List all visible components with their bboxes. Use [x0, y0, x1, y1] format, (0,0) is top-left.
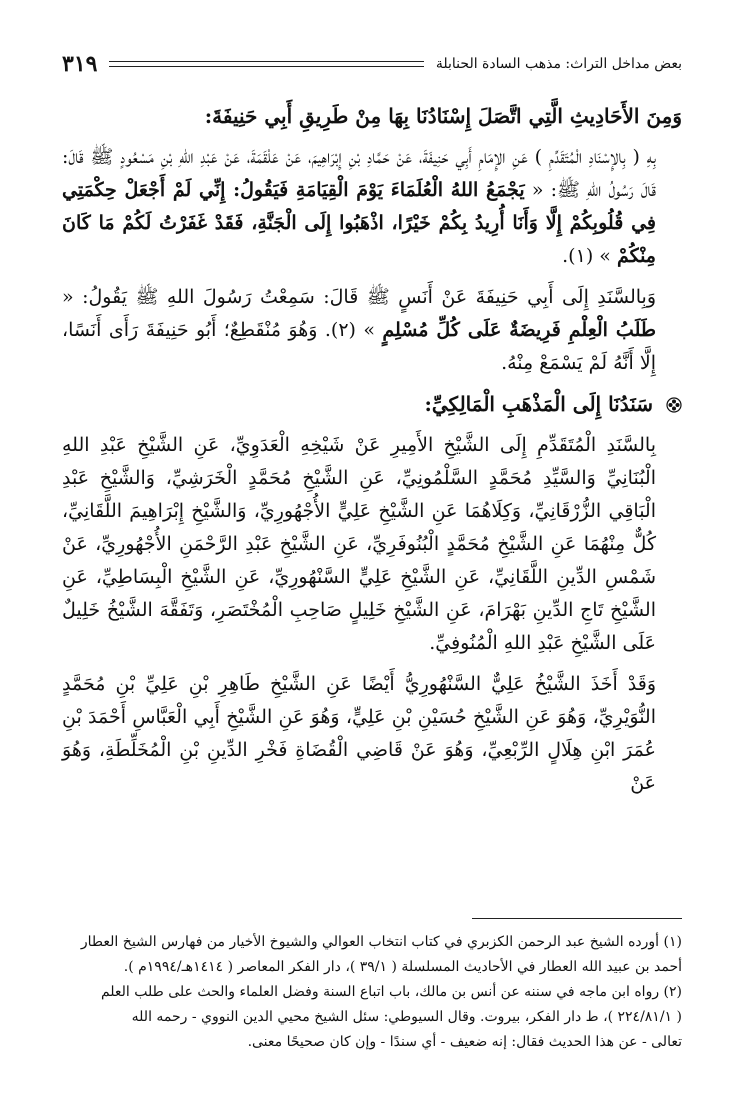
paragraph-sanhuri-chain: وَقَدْ أَخَذَ الشَّيْخُ عَلِيٌّ السَّنْهُورِيُّ أَيْضًا عَنِ الشَّيْخِ طَاهِرِ بْنِ عَلِيِّ بْنِ مُحَمَّدٍ النُّوَيْرِيِّ، وَهُوَ عَنِ الشَّيْخِ حُسَيْنِ بْنِ عَلِيٍّ، وَهُوَ عَنِ الشَّيْخِ أَبِي الْعَبَّاسِ أَحْمَدَ بْنِ عُمَرَ ابْنِ هِلَالٍ الرِّبْعِيِّ، وَهُوَ عَنْ قَاضِي الْقُضَاةِ فَخْرِ الدِّينِ بْنِ الْمُخَلِّطَةِ، وَهُوَ عَنْ — [62, 673, 656, 794]
running-title: بعض مداخل التراث: مذهب السادة الحنابلة — [435, 56, 682, 72]
book-page — [62, 40, 682, 1080]
hadith-2-chain: وَبِالسَّنَدِ إِلَى أَبِي حَنِيفَةَ عَنْ أَنَسٍ ﷺ قَالَ: سَمِعْتُ رَسُولَ اللهِ ﷺ يَقُولُ: « — [62, 286, 656, 308]
header-double-rule — [109, 61, 423, 67]
footnotes — [62, 930, 682, 1055]
page-number: ٣١٩ — [62, 51, 98, 77]
hadith-2-text: طَلَبُ الْعِلْمِ فَرِيضَةٌ عَلَى كُلِّ مُسْلِمٍ — [382, 319, 657, 341]
flower-ornament-icon — [666, 397, 682, 413]
footnote-1-line-2: أحمد بن عبيد الله العطار في الأحاديث المسلسلة ( ٣٩/١ )، دار الفكر المعاصر ( ١٤١٤هـ/١٩٩٤م ). — [123, 959, 682, 975]
paragraph-maliki-chain: بِالسَّنَدِ الْمُتَقَدِّمِ إِلَى الشَّيْخِ الأَمِيرِ عَنْ شَيْخِهِ الْعَدَوِيِّ، عَنِ الشَّيْخِ عَبْدِ اللهِ الْبُنَانِيِّ وَالسَّيِّدِ مُحَمَّدٍ السَّلْمُونِيِّ، عَنِ الشَّيْخِ مُحَمَّدٍ الْخَرَشِيِّ، وَالشَّيْخِ عَبْدِ الْبَاقِي الزُّرْقَانِيِّ، وَكِلَاهُمَا عَنِ الشَّيْخِ عَلِيٍّ الأُجْهُورِيِّ، وَالشَّيْخِ إِبْرَاهِيمَ اللَّقَانِيِّ، كُلٌّ مِنْهُمَا عَنِ الشَّيْخِ مُحَمَّدٍ الْبُنُوفَرِيِّ، عَنِ الشَّيْخِ عَبْدِ الرَّحْمَنِ الأُجْهُورِيِّ، عَنْ شَمْسِ الدِّينِ اللَّقَانِيِّ، عَنِ الشَّيْخِ عَلِيٍّ السَّنْهُورِيِّ، عَنِ الشَّيْخِ الْبِسَاطِيِّ، عَنِ الشَّيْخِ تَاجِ الدِّينِ بَهْرَامَ، عَنِ الشَّيْخِ خَلِيلٍ صَاحِبِ الْمُخْتَصَرِ، وَتَفَقَّهَ الشَّيْخُ خَلِيلٌ عَلَى الشَّيْخِ عَبْدِ اللهِ الْمُنُوفِيِّ. — [62, 434, 656, 654]
hadith-1-footnote-ref: » (١). — [562, 245, 611, 267]
paragraph-hadith-2 — [62, 281, 682, 380]
hadith-1-text: يَجْمَعُ اللهُ الْعُلَمَاءَ يَوْمَ الْقِيَامَةِ فَيَقُولُ: إِنِّي لَمْ أَجْعَلْ حِكْمَتِي فِي قُلُوبِكُمْ إِلَّا وَأَنَا أُرِيدُ بِكُمْ خَيْرًا، اذْهَبُوا إِلَى الْجَنَّةِ، فَقَدْ غَفَرْتُ لَكُمْ مَا كَانَ مِنْكُمْ — [62, 179, 656, 267]
section-heading-hanafi-hadiths: وَمِنَ الأَحَادِيثِ الَّتِي اتَّصَلَ إِسْنَادُنَا بِهَا مِنْ طَرِيقِ أَبِي حَنِيفَةَ: — [204, 104, 682, 128]
main-text — [62, 100, 682, 808]
hadith-2-remark: » (٢). وَهُوَ مُنْقَطِعٌ؛ أَبُو حَنِيفَةَ رَأَى أَنَسًا، إِلَّا أَنَّهُ لَمْ يَسْمَعْ مِنْهُ. — [62, 319, 656, 374]
running-header — [62, 52, 682, 76]
footnote-2-line-3: تعالى - عن هذا الحديث فقال: إنه ضعيف - أي سندًا - وإن كان صحيحًا معنى. — [247, 1034, 682, 1050]
footnote-2-line-1: (٢) رواه ابن ماجه في سننه عن أنس بن مالك، باب اتباع السنة وفضل العلماء والحث على طلب العلم — [100, 984, 682, 1000]
maliki-heading-text: سَنَدُنَا إِلَى الْمَذْهَبِ الْمَالِكِيِّ: — [424, 392, 654, 416]
footnote-separator — [472, 918, 682, 919]
hadith-1-chain: بِهِ ( بِالإِسْنَادِ الْمُتَقَدِّمِ ) عَنِ الإِمَامِ أَبِي حَنِيفَةَ، عَنْ حَمَّادِ بْنِ إِبْرَاهِيمَ، عَنْ عَلْقَمَةَ، عَنْ عَبْدِ اللهِ بْنِ مَسْعُودٍ ﷺ قَالَ: قَالَ رَسُولُ اللهِ ﷺ: « — [62, 146, 656, 201]
paragraph-hadith-1 — [62, 141, 682, 273]
footnote-1-line-1: (١) أورده الشيخ عبد الرحمن الكزبري في كتاب انتخاب العوالي والشيوخ الأخيار من فهارس الشيخ العطار — [80, 934, 682, 950]
section-heading-maliki — [62, 388, 682, 421]
footnote-2-line-2: ( ٢٢٤/٨١/١ )، ط دار الفكر، بيروت. وقال السيوطي: سئل الشيخ محيي الدين النووي - رحمه الله — [131, 1009, 682, 1025]
